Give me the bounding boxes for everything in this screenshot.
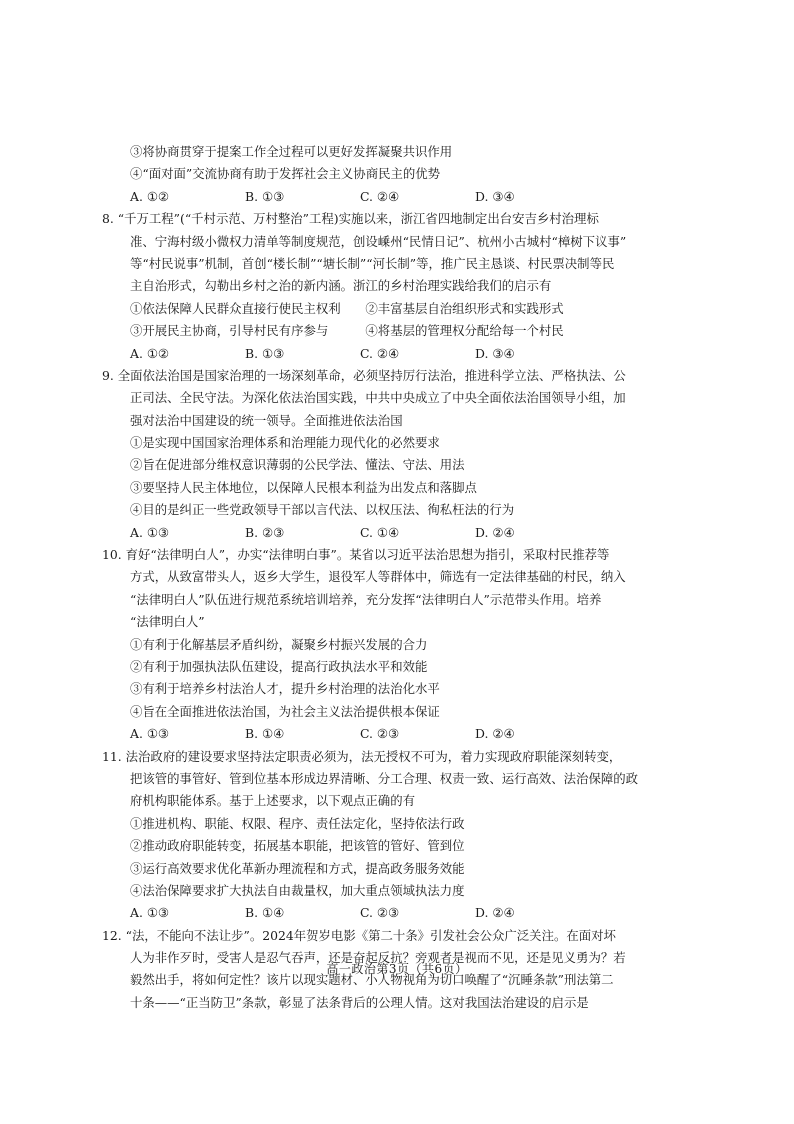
text-line: ②旨在促进部分维权意识薄弱的公民学法、懂法、守法、用法: [130, 457, 465, 473]
question-content: [102, 141, 672, 1014]
answer-option: D. ②④: [475, 726, 515, 742]
answer-options: [112, 723, 672, 745]
text-line: 强对法治中国建设的统一领导。全面推进依法治国: [130, 412, 403, 428]
text-line: ③有利于培养乡村法治人才，提升乡村治理的法治化水平: [130, 681, 440, 697]
question-stem: 12. “法，不能向不法让步”。2024年贺岁电影《第二十条》引发社会公众广泛关注。在面对坏: [102, 927, 616, 943]
text-line: ④法治保障要求扩大执法自由裁量权，加大重点领域执法力度: [130, 882, 465, 898]
answer-option: B. ②③: [245, 524, 285, 540]
text-line: ④旨在全面推进依法治国，为社会主义法治提供根本保证: [130, 703, 440, 719]
text-line: ③要坚持人民主体地位，以保障人民根本利益为出发点和落脚点: [130, 479, 477, 495]
text-line: ③将协商贯穿于提案工作全过程可以更好发挥凝聚共识作用: [130, 144, 453, 159]
answer-option: B. ①④: [245, 726, 285, 742]
answer-option: C. ②④: [360, 345, 400, 361]
text-line: ①推进机构、职能、权限、程序、责任法定化，坚持依法行政: [130, 815, 465, 831]
question-stem: 9. 全面依法治国是国家治理的一场深刻革命，必须坚持厉行法治，推进科学立法、严格执法、公: [102, 367, 626, 383]
text-line: 正司法、全民守法。为深化依法治国实践，中共中央成立了中央全面依法治国领导小组，加: [130, 390, 626, 406]
question-stem: 8. “千万工程”(“千村示范、万村整治”工程)实施以来，浙江省四地制定出台安吉乡村治理标: [102, 211, 599, 227]
answer-option: D. ②④: [475, 905, 515, 921]
answer-option: D. ③④: [475, 345, 515, 361]
answer-option: A. ①③: [130, 726, 170, 742]
text-line: “法律明白人”: [130, 614, 205, 630]
answer-option: B. ①④: [245, 905, 285, 921]
answer-option: C. ①④: [360, 524, 400, 540]
text-line: ④“面对面”交流协商有助于发挥社会主义协商民主的优势: [130, 166, 441, 182]
text-line: ①依法保障人民群众直接行使民主权利 ②丰富基层自治组织形式和实践形式: [130, 300, 564, 316]
text-line: “法律明白人”队伍进行规范系统培训培养，充分发挥“法律明白人”示范带头作用。培养: [130, 591, 602, 607]
answer-option: C. ②④: [360, 188, 400, 204]
text-line: 人为非作歹时，受害人是忍气吞声，还是奋起反抗？旁观者是视而不见，还是见义勇为？若: [130, 950, 626, 966]
text-line: 府机构职能体系。基于上述要求，以下观点正确的有: [130, 793, 415, 809]
answer-option: A. ①③: [130, 524, 170, 540]
answer-option: B. ①③: [245, 345, 285, 361]
answer-option: B. ①③: [245, 188, 285, 204]
answer-option: D. ②④: [475, 524, 515, 540]
text-line: 十条——“正当防卫”条款，彰显了法条背后的公理人情。这对我国法治建设的启示是: [130, 994, 589, 1010]
answer-option: A. ①②: [130, 188, 170, 204]
answer-option: C. ②③: [360, 905, 400, 921]
text-line: 毅然出手，将如何定性？该片以现实题材、小人物视角为切口唤醒了“沉睡条款”刑法第二: [130, 972, 614, 988]
answer-option: A. ①③: [130, 905, 170, 921]
answer-options: [112, 343, 672, 365]
answer-option: C. ②③: [360, 726, 400, 742]
text-line: 等“村民说事”机制，首创“楼长制”“塘长制”“河长制”等，推广民主恳谈、村民票决制等民: [130, 255, 615, 271]
answer-options: [112, 902, 672, 924]
text-line: ②推动政府职能转变，拓展基本职能，把该管的管好、管到位: [130, 838, 465, 854]
text-line: ③运行高效要求优化革新办理流程和方式，提高政务服务效能: [130, 860, 465, 876]
answer-options: [112, 522, 672, 544]
answer-options: [112, 186, 672, 208]
text-line: 把该管的事管好、管到位基本形成边界清晰、分工合理、权责一致、运行高效、法治保障的政: [130, 770, 639, 786]
answer-option: A. ①②: [130, 345, 170, 361]
question-stem: 11. 法治政府的建设要求坚持法定职责必须为，法无授权不可为，着力实现政府职能深刻转变，: [102, 748, 622, 764]
text-line: ①有利于化解基层矛盾纠纷，凝聚乡村振兴发展的合力: [130, 636, 428, 652]
text-line: 准、宁海村级小微权力清单等制度规范，创设嵊州“民情日记”、杭州小古城村“樟树下议事”: [130, 233, 627, 249]
page-footer: 高一政治第3页（共6页）: [326, 962, 468, 976]
question-stem: 10. 育好“法律明白人”，办实“法律明白事”。某省以习近平法治思想为指引，采取村民推荐等: [102, 547, 610, 563]
text-line: ④目的是纠正一些党政领导干部以言代法、以权压法、徇私枉法的行为: [130, 502, 515, 518]
text-line: ③开展民主协商，引导村民有序参与 ④将基层的管理权分配给每一个村民: [130, 323, 564, 339]
text-line: ①是实现中国国家治理体系和治理能力现代化的必然要求: [130, 435, 440, 451]
answer-option: D. ③④: [475, 188, 515, 204]
text-line: 方式，从致富带头人，返乡大学生，退役军人等群体中，筛选有一定法律基础的村民，纳入: [130, 569, 626, 585]
text-line: 主自治形式，勾勒出乡村之治的新内涵。浙江的乡村治理实践给我们的启示有: [130, 278, 552, 294]
text-line: ②有利于加强执法队伍建设，提高行政执法水平和效能: [130, 658, 428, 674]
